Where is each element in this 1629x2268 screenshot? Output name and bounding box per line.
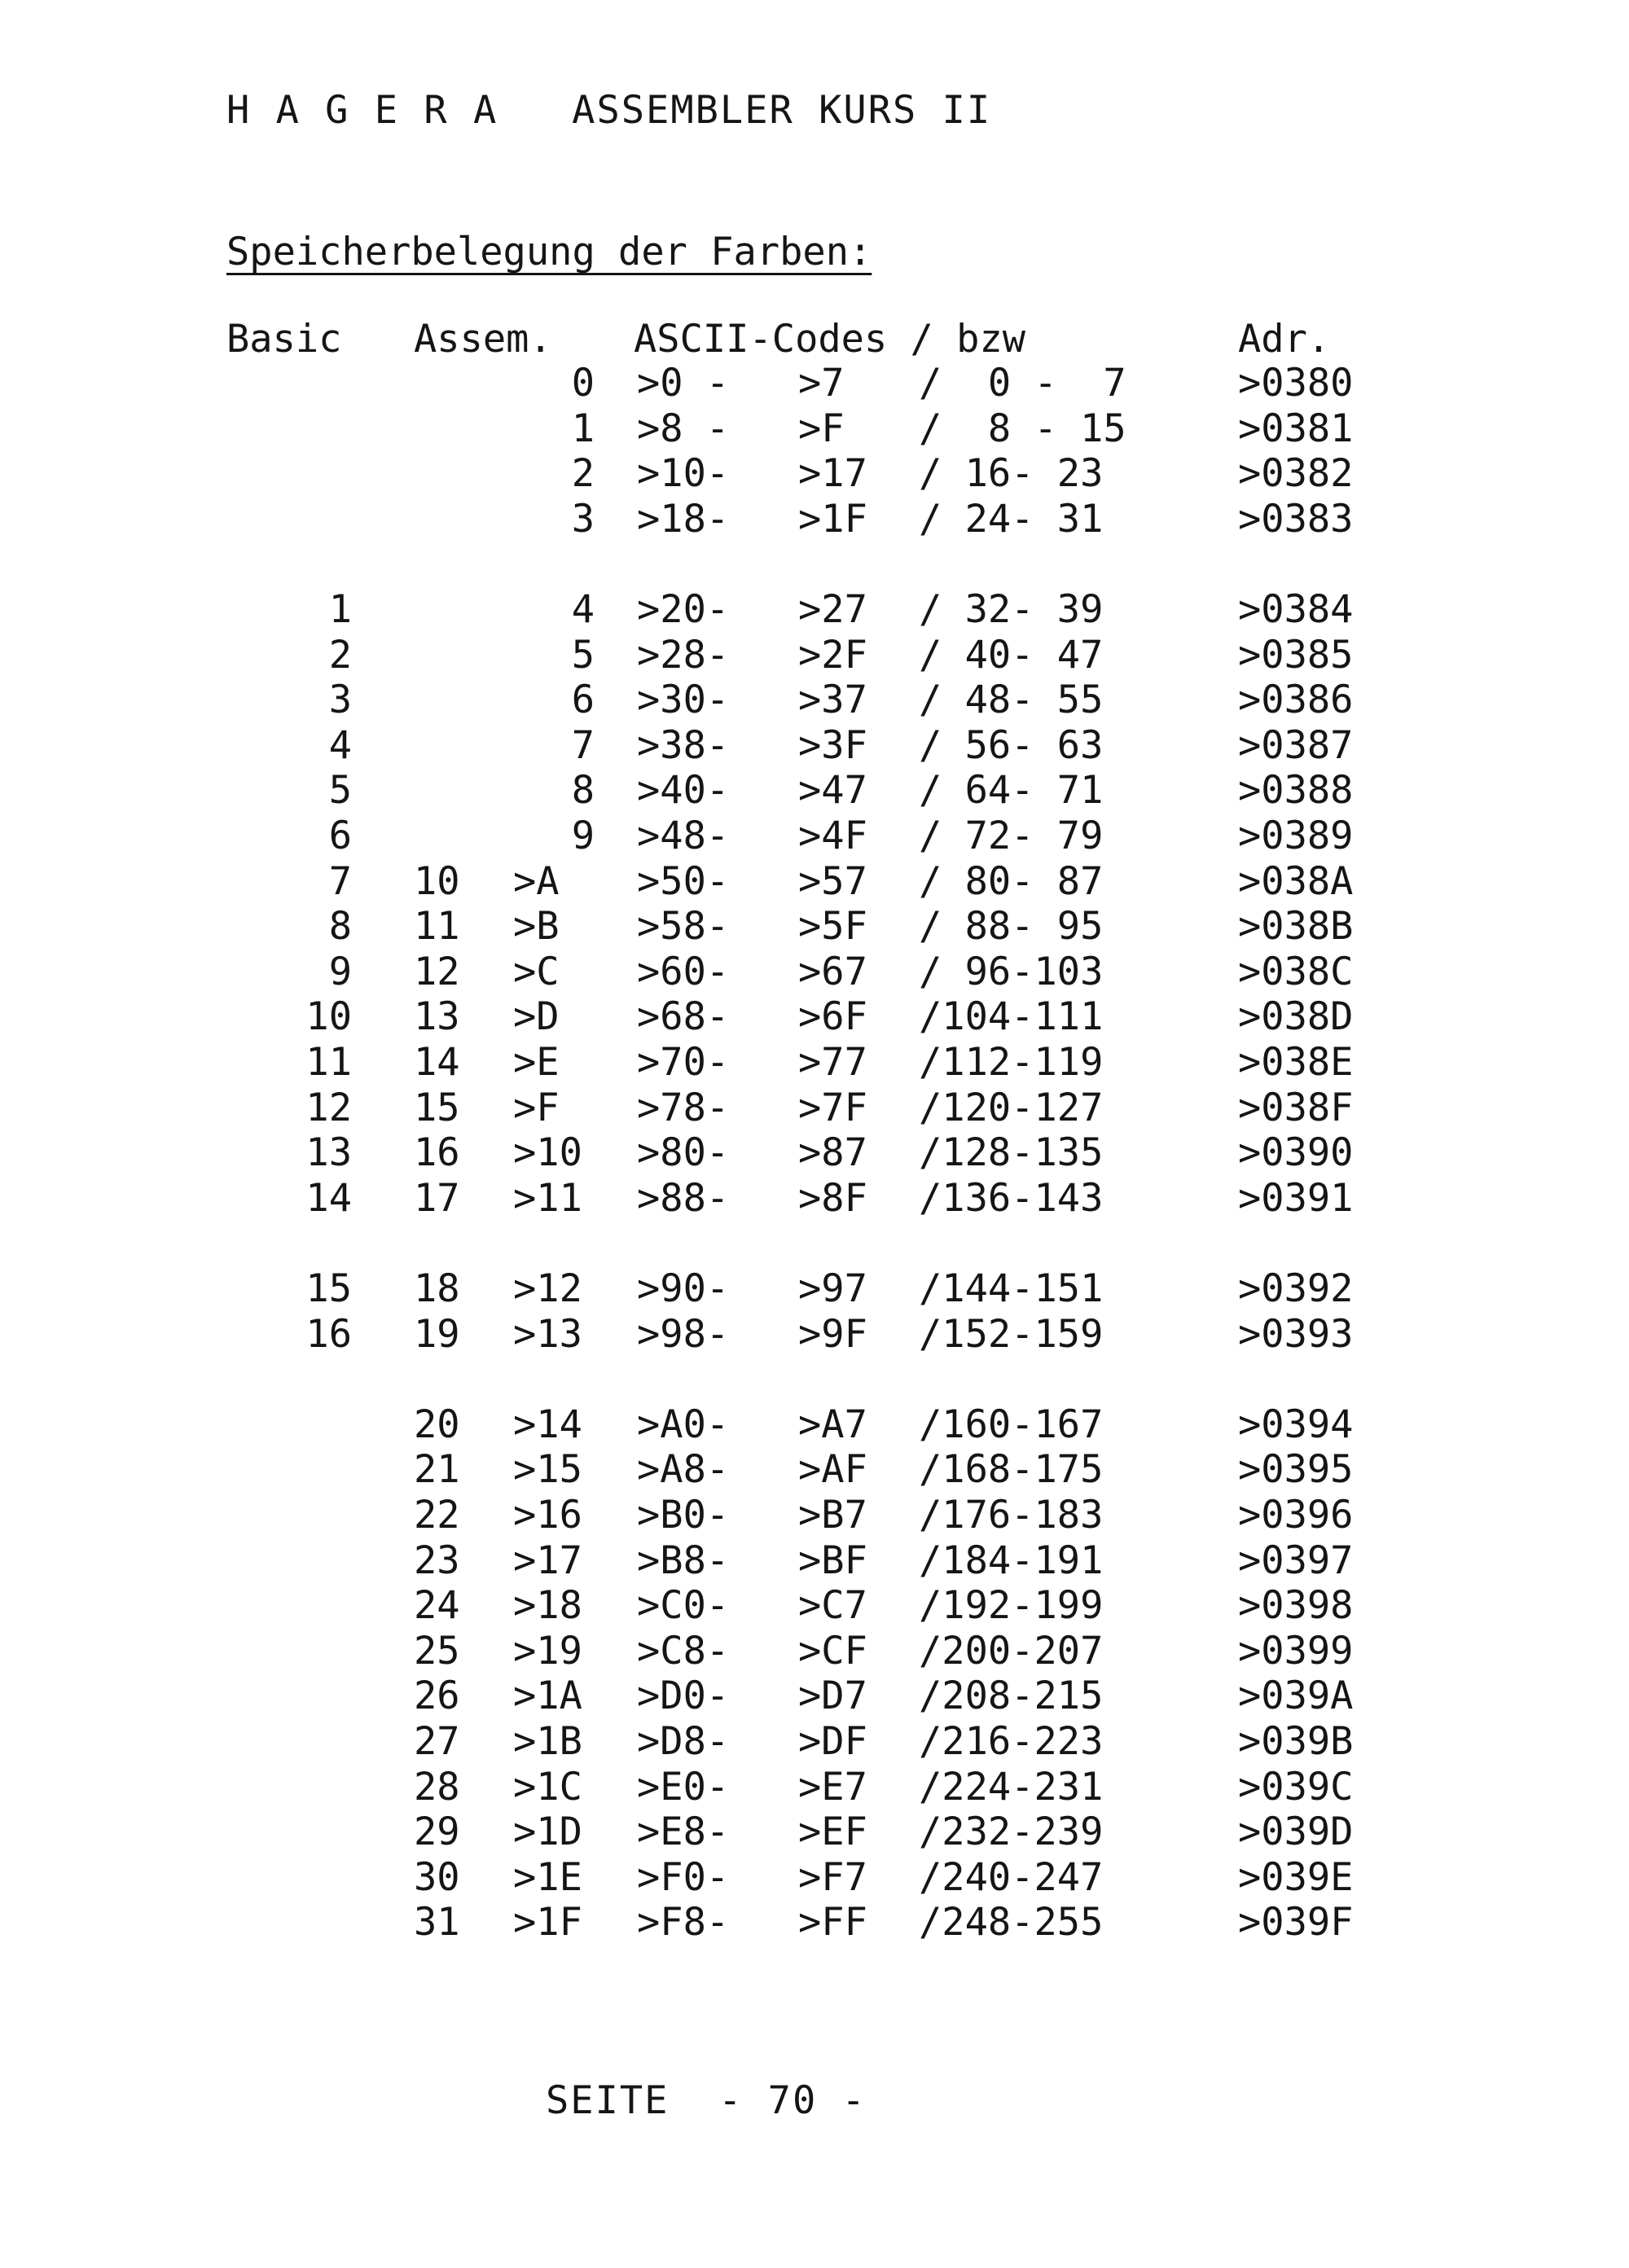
table-row bbox=[0, 1583, 1629, 1632]
table-row bbox=[0, 1855, 1629, 1904]
cell-ascii-from: >90- bbox=[637, 1266, 730, 1311]
cell-basic: 7 bbox=[328, 859, 352, 904]
cell-assem-dec: 8 bbox=[571, 768, 595, 813]
cell-ascii-to: >1F bbox=[798, 497, 867, 542]
cell-ascii-from: >E8- bbox=[637, 1810, 730, 1854]
cell-address: >0385 bbox=[1238, 633, 1354, 678]
cell-ascii-to: >97 bbox=[798, 1266, 867, 1311]
cell-assem-dec: 7 bbox=[571, 723, 595, 768]
table-row bbox=[0, 1447, 1629, 1496]
cell-assem-hex: >1C bbox=[513, 1765, 582, 1810]
cell-decimal-range: / 32- 39 bbox=[919, 587, 1104, 632]
cell-assem-dec: 24 bbox=[414, 1583, 460, 1628]
cell-decimal-range: /120-127 bbox=[919, 1086, 1104, 1130]
cell-assem-dec: 30 bbox=[414, 1855, 460, 1900]
cell-address: >0380 bbox=[1238, 361, 1354, 406]
cell-address: >0387 bbox=[1238, 723, 1354, 768]
cell-ascii-from: >F0- bbox=[637, 1855, 730, 1900]
cell-basic: 8 bbox=[328, 904, 352, 949]
table-row bbox=[0, 451, 1629, 500]
cell-assem-dec: 1 bbox=[571, 406, 595, 451]
cell-decimal-range: /144-151 bbox=[919, 1266, 1104, 1311]
cell-ascii-to: >D7 bbox=[798, 1674, 867, 1718]
cell-address: >0389 bbox=[1238, 814, 1354, 858]
cell-ascii-to: >CF bbox=[798, 1629, 867, 1674]
cell-decimal-range: /168-175 bbox=[919, 1447, 1104, 1492]
cell-assem-dec: 6 bbox=[571, 678, 595, 722]
cell-ascii-from: >78- bbox=[637, 1086, 730, 1130]
table-row bbox=[0, 497, 1629, 546]
table-row bbox=[0, 1266, 1629, 1315]
cell-ascii-from: >80- bbox=[637, 1130, 730, 1175]
cell-ascii-to: >7F bbox=[798, 1086, 867, 1130]
cell-assem-dec: 14 bbox=[414, 1040, 460, 1085]
cell-ascii-from: >60- bbox=[637, 950, 730, 994]
cell-ascii-from: >B8- bbox=[637, 1538, 730, 1583]
table-row bbox=[0, 994, 1629, 1043]
cell-address: >0390 bbox=[1238, 1130, 1354, 1175]
cell-basic: 5 bbox=[328, 768, 352, 813]
cell-assem-dec: 15 bbox=[414, 1086, 460, 1130]
table-row bbox=[0, 361, 1629, 410]
cell-assem-dec: 29 bbox=[414, 1810, 460, 1854]
cell-basic: 3 bbox=[328, 678, 352, 722]
cell-assem-dec: 0 bbox=[571, 361, 595, 406]
cell-decimal-range: / 40- 47 bbox=[919, 633, 1104, 678]
cell-address: >0392 bbox=[1238, 1266, 1354, 1311]
cell-ascii-to: >37 bbox=[798, 678, 867, 722]
cell-ascii-to: >B7 bbox=[798, 1493, 867, 1538]
cell-decimal-range: / 96-103 bbox=[919, 950, 1104, 994]
cell-ascii-to: >77 bbox=[798, 1040, 867, 1085]
cell-assem-dec: 20 bbox=[414, 1402, 460, 1447]
cell-assem-hex: >E bbox=[513, 1040, 560, 1085]
cell-address: >038D bbox=[1238, 994, 1354, 1039]
cell-assem-dec: 22 bbox=[414, 1493, 460, 1538]
cell-assem-dec: 5 bbox=[571, 633, 595, 678]
cell-ascii-from: >50- bbox=[637, 859, 730, 904]
table-row bbox=[0, 1674, 1629, 1722]
cell-address: >039E bbox=[1238, 1855, 1354, 1900]
cell-assem-hex: >14 bbox=[513, 1402, 582, 1447]
cell-basic: 10 bbox=[305, 994, 352, 1039]
cell-assem-dec: 25 bbox=[414, 1629, 460, 1674]
cell-ascii-from: >C8- bbox=[637, 1629, 730, 1674]
cell-assem-dec: 23 bbox=[414, 1538, 460, 1583]
cell-assem-dec: 16 bbox=[414, 1130, 460, 1175]
cell-decimal-range: / 56- 63 bbox=[919, 723, 1104, 768]
page-footer: SEITE - 70 - bbox=[546, 2078, 867, 2123]
table-row bbox=[0, 587, 1629, 636]
cell-ascii-to: >67 bbox=[798, 950, 867, 994]
table-row bbox=[0, 633, 1629, 682]
cell-basic: 16 bbox=[305, 1312, 352, 1357]
cell-decimal-range: / 72- 79 bbox=[919, 814, 1104, 858]
cell-address: >038E bbox=[1238, 1040, 1354, 1085]
table-row bbox=[0, 723, 1629, 772]
cell-decimal-range: / 48- 55 bbox=[919, 678, 1104, 722]
cell-assem-dec: 21 bbox=[414, 1447, 460, 1492]
cell-decimal-range: /216-223 bbox=[919, 1719, 1104, 1764]
cell-assem-dec: 11 bbox=[414, 904, 460, 949]
cell-decimal-range: / 8 - 15 bbox=[919, 406, 1126, 451]
cell-ascii-to: >F bbox=[798, 406, 845, 451]
cell-ascii-from: >20- bbox=[637, 587, 730, 632]
table-row bbox=[0, 1312, 1629, 1361]
cell-assem-hex: >1F bbox=[513, 1900, 582, 1945]
table-row bbox=[0, 1402, 1629, 1451]
cell-decimal-range: / 80- 87 bbox=[919, 859, 1104, 904]
cell-ascii-from: >10- bbox=[637, 451, 730, 496]
cell-ascii-from: >0 - bbox=[637, 361, 730, 406]
cell-ascii-from: >98- bbox=[637, 1312, 730, 1357]
cell-assem-hex: >15 bbox=[513, 1447, 582, 1492]
table-row bbox=[0, 814, 1629, 862]
cell-ascii-from: >C0- bbox=[637, 1583, 730, 1628]
cell-ascii-to: >EF bbox=[798, 1810, 867, 1854]
cell-ascii-to: >9F bbox=[798, 1312, 867, 1357]
cell-decimal-range: / 64- 71 bbox=[919, 768, 1104, 813]
cell-basic: 2 bbox=[328, 633, 352, 678]
cell-ascii-to: >6F bbox=[798, 994, 867, 1039]
cell-assem-hex: >1E bbox=[513, 1855, 582, 1900]
cell-ascii-from: >40- bbox=[637, 768, 730, 813]
cell-basic: 13 bbox=[305, 1130, 352, 1175]
cell-address: >039B bbox=[1238, 1719, 1354, 1764]
cell-address: >0397 bbox=[1238, 1538, 1354, 1583]
cell-basic: 1 bbox=[328, 587, 352, 632]
table-row bbox=[0, 1538, 1629, 1587]
cell-basic: 15 bbox=[305, 1266, 352, 1311]
table-row bbox=[0, 904, 1629, 953]
cell-basic: 4 bbox=[328, 723, 352, 768]
cell-address: >039F bbox=[1238, 1900, 1354, 1945]
cell-ascii-from: >F8- bbox=[637, 1900, 730, 1945]
cell-ascii-to: >C7 bbox=[798, 1583, 867, 1628]
cell-address: >0382 bbox=[1238, 451, 1354, 496]
cell-assem-hex: >A bbox=[513, 859, 560, 904]
cell-ascii-to: >E7 bbox=[798, 1765, 867, 1810]
table-row bbox=[0, 768, 1629, 817]
cell-address: >0396 bbox=[1238, 1493, 1354, 1538]
cell-decimal-range: / 24- 31 bbox=[919, 497, 1104, 542]
table-row bbox=[0, 1629, 1629, 1678]
cell-basic: 6 bbox=[328, 814, 352, 858]
cell-ascii-from: >48- bbox=[637, 814, 730, 858]
cell-decimal-range: / 88- 95 bbox=[919, 904, 1104, 949]
cell-assem-hex: >11 bbox=[513, 1176, 582, 1221]
cell-decimal-range: /192-199 bbox=[919, 1583, 1104, 1628]
column-header-assem: Assem. bbox=[414, 317, 552, 362]
cell-assem-dec: 19 bbox=[414, 1312, 460, 1357]
cell-assem-hex: >12 bbox=[513, 1266, 582, 1311]
cell-assem-dec: 9 bbox=[571, 814, 595, 858]
section-title: Speicherbelegung der Farben: bbox=[226, 230, 872, 274]
cell-assem-dec: 26 bbox=[414, 1674, 460, 1718]
cell-assem-dec: 10 bbox=[414, 859, 460, 904]
cell-address: >0399 bbox=[1238, 1629, 1354, 1674]
cell-assem-hex: >10 bbox=[513, 1130, 582, 1175]
cell-decimal-range: /240-247 bbox=[919, 1855, 1104, 1900]
cell-decimal-range: /128-135 bbox=[919, 1130, 1104, 1175]
cell-ascii-from: >A8- bbox=[637, 1447, 730, 1492]
cell-address: >038F bbox=[1238, 1086, 1354, 1130]
cell-ascii-to: >AF bbox=[798, 1447, 867, 1492]
cell-address: >039C bbox=[1238, 1765, 1354, 1810]
table-row bbox=[0, 1086, 1629, 1134]
table-row bbox=[0, 406, 1629, 455]
cell-ascii-from: >58- bbox=[637, 904, 730, 949]
cell-address: >0398 bbox=[1238, 1583, 1354, 1628]
cell-ascii-from: >30- bbox=[637, 678, 730, 722]
table-row bbox=[0, 859, 1629, 908]
cell-ascii-to: >F7 bbox=[798, 1855, 867, 1900]
page-header: H A G E R A ASSEMBLER KURS II bbox=[226, 88, 992, 133]
cell-assem-hex: >13 bbox=[513, 1312, 582, 1357]
table-row bbox=[0, 678, 1629, 726]
cell-address: >038A bbox=[1238, 859, 1354, 904]
cell-assem-hex: >1D bbox=[513, 1810, 582, 1854]
cell-assem-dec: 27 bbox=[414, 1719, 460, 1764]
cell-ascii-to: >5F bbox=[798, 904, 867, 949]
column-header-basic: Basic bbox=[226, 317, 342, 362]
cell-assem-hex: >B bbox=[513, 904, 560, 949]
cell-address: >0395 bbox=[1238, 1447, 1354, 1492]
cell-decimal-range: / 0 - 7 bbox=[919, 361, 1126, 406]
cell-address: >039A bbox=[1238, 1674, 1354, 1718]
cell-address: >0384 bbox=[1238, 587, 1354, 632]
cell-ascii-from: >B0- bbox=[637, 1493, 730, 1538]
cell-ascii-from: >A0- bbox=[637, 1402, 730, 1447]
cell-decimal-range: / 16- 23 bbox=[919, 451, 1104, 496]
cell-address: >0391 bbox=[1238, 1176, 1354, 1221]
cell-basic: 9 bbox=[328, 950, 352, 994]
cell-decimal-range: /200-207 bbox=[919, 1629, 1104, 1674]
cell-address: >038B bbox=[1238, 904, 1354, 949]
cell-ascii-to: >87 bbox=[798, 1130, 867, 1175]
cell-assem-dec: 18 bbox=[414, 1266, 460, 1311]
cell-assem-dec: 13 bbox=[414, 994, 460, 1039]
cell-ascii-to: >BF bbox=[798, 1538, 867, 1583]
cell-assem-hex: >D bbox=[513, 994, 560, 1039]
cell-decimal-range: /104-111 bbox=[919, 994, 1104, 1039]
cell-decimal-range: /176-183 bbox=[919, 1493, 1104, 1538]
cell-ascii-to: >4F bbox=[798, 814, 867, 858]
cell-ascii-from: >D8- bbox=[637, 1719, 730, 1764]
table-row bbox=[0, 1765, 1629, 1814]
cell-decimal-range: /184-191 bbox=[919, 1538, 1104, 1583]
cell-assem-hex: >17 bbox=[513, 1538, 582, 1583]
cell-assem-dec: 2 bbox=[571, 451, 595, 496]
cell-assem-hex: >F bbox=[513, 1086, 560, 1130]
cell-assem-hex: >1B bbox=[513, 1719, 582, 1764]
cell-address: >0383 bbox=[1238, 497, 1354, 542]
cell-address: >0388 bbox=[1238, 768, 1354, 813]
cell-decimal-range: /208-215 bbox=[919, 1674, 1104, 1718]
cell-decimal-range: /136-143 bbox=[919, 1176, 1104, 1221]
cell-ascii-from: >8 - bbox=[637, 406, 730, 451]
cell-ascii-to: >8F bbox=[798, 1176, 867, 1221]
cell-decimal-range: /232-239 bbox=[919, 1810, 1104, 1854]
cell-ascii-from: >70- bbox=[637, 1040, 730, 1085]
cell-ascii-to: >A7 bbox=[798, 1402, 867, 1447]
table-row bbox=[0, 1040, 1629, 1089]
cell-address: >0394 bbox=[1238, 1402, 1354, 1447]
cell-assem-dec: 17 bbox=[414, 1176, 460, 1221]
table-row bbox=[0, 1493, 1629, 1542]
cell-ascii-to: >47 bbox=[798, 768, 867, 813]
cell-decimal-range: /112-119 bbox=[919, 1040, 1104, 1085]
cell-decimal-range: /160-167 bbox=[919, 1402, 1104, 1447]
cell-ascii-to: >2F bbox=[798, 633, 867, 678]
table-row bbox=[0, 1719, 1629, 1768]
cell-ascii-from: >E0- bbox=[637, 1765, 730, 1810]
column-header-adr: Adr. bbox=[1238, 317, 1331, 362]
cell-decimal-range: /224-231 bbox=[919, 1765, 1104, 1810]
cell-ascii-from: >88- bbox=[637, 1176, 730, 1221]
cell-assem-hex: >16 bbox=[513, 1493, 582, 1538]
cell-ascii-to: >57 bbox=[798, 859, 867, 904]
cell-ascii-from: >28- bbox=[637, 633, 730, 678]
cell-ascii-to: >7 bbox=[798, 361, 845, 406]
cell-assem-dec: 28 bbox=[414, 1765, 460, 1810]
cell-assem-dec: 3 bbox=[571, 497, 595, 542]
table-row bbox=[0, 950, 1629, 998]
cell-ascii-from: >68- bbox=[637, 994, 730, 1039]
cell-address: >0393 bbox=[1238, 1312, 1354, 1357]
table-row bbox=[0, 1130, 1629, 1179]
cell-address: >038C bbox=[1238, 950, 1354, 994]
cell-basic: 12 bbox=[305, 1086, 352, 1130]
cell-ascii-from: >38- bbox=[637, 723, 730, 768]
cell-ascii-from: >D0- bbox=[637, 1674, 730, 1718]
cell-assem-hex: >18 bbox=[513, 1583, 582, 1628]
table-row bbox=[0, 1900, 1629, 1949]
cell-decimal-range: /248-255 bbox=[919, 1900, 1104, 1945]
cell-address: >0381 bbox=[1238, 406, 1354, 451]
cell-assem-dec: 31 bbox=[414, 1900, 460, 1945]
table-row bbox=[0, 1810, 1629, 1858]
column-header-ascii: ASCII-Codes / bzw bbox=[634, 317, 1026, 362]
cell-decimal-range: /152-159 bbox=[919, 1312, 1104, 1357]
cell-ascii-from: >18- bbox=[637, 497, 730, 542]
cell-ascii-to: >27 bbox=[798, 587, 867, 632]
cell-assem-dec: 12 bbox=[414, 950, 460, 994]
cell-ascii-to: >17 bbox=[798, 451, 867, 496]
cell-ascii-to: >3F bbox=[798, 723, 867, 768]
cell-address: >0386 bbox=[1238, 678, 1354, 722]
cell-assem-hex: >C bbox=[513, 950, 560, 994]
cell-assem-hex: >1A bbox=[513, 1674, 582, 1718]
cell-assem-dec: 4 bbox=[571, 587, 595, 632]
cell-address: >039D bbox=[1238, 1810, 1354, 1854]
table-row bbox=[0, 1176, 1629, 1225]
cell-assem-hex: >19 bbox=[513, 1629, 582, 1674]
cell-ascii-to: >DF bbox=[798, 1719, 867, 1764]
cell-basic: 11 bbox=[305, 1040, 352, 1085]
cell-basic: 14 bbox=[305, 1176, 352, 1221]
cell-ascii-to: >FF bbox=[798, 1900, 867, 1945]
